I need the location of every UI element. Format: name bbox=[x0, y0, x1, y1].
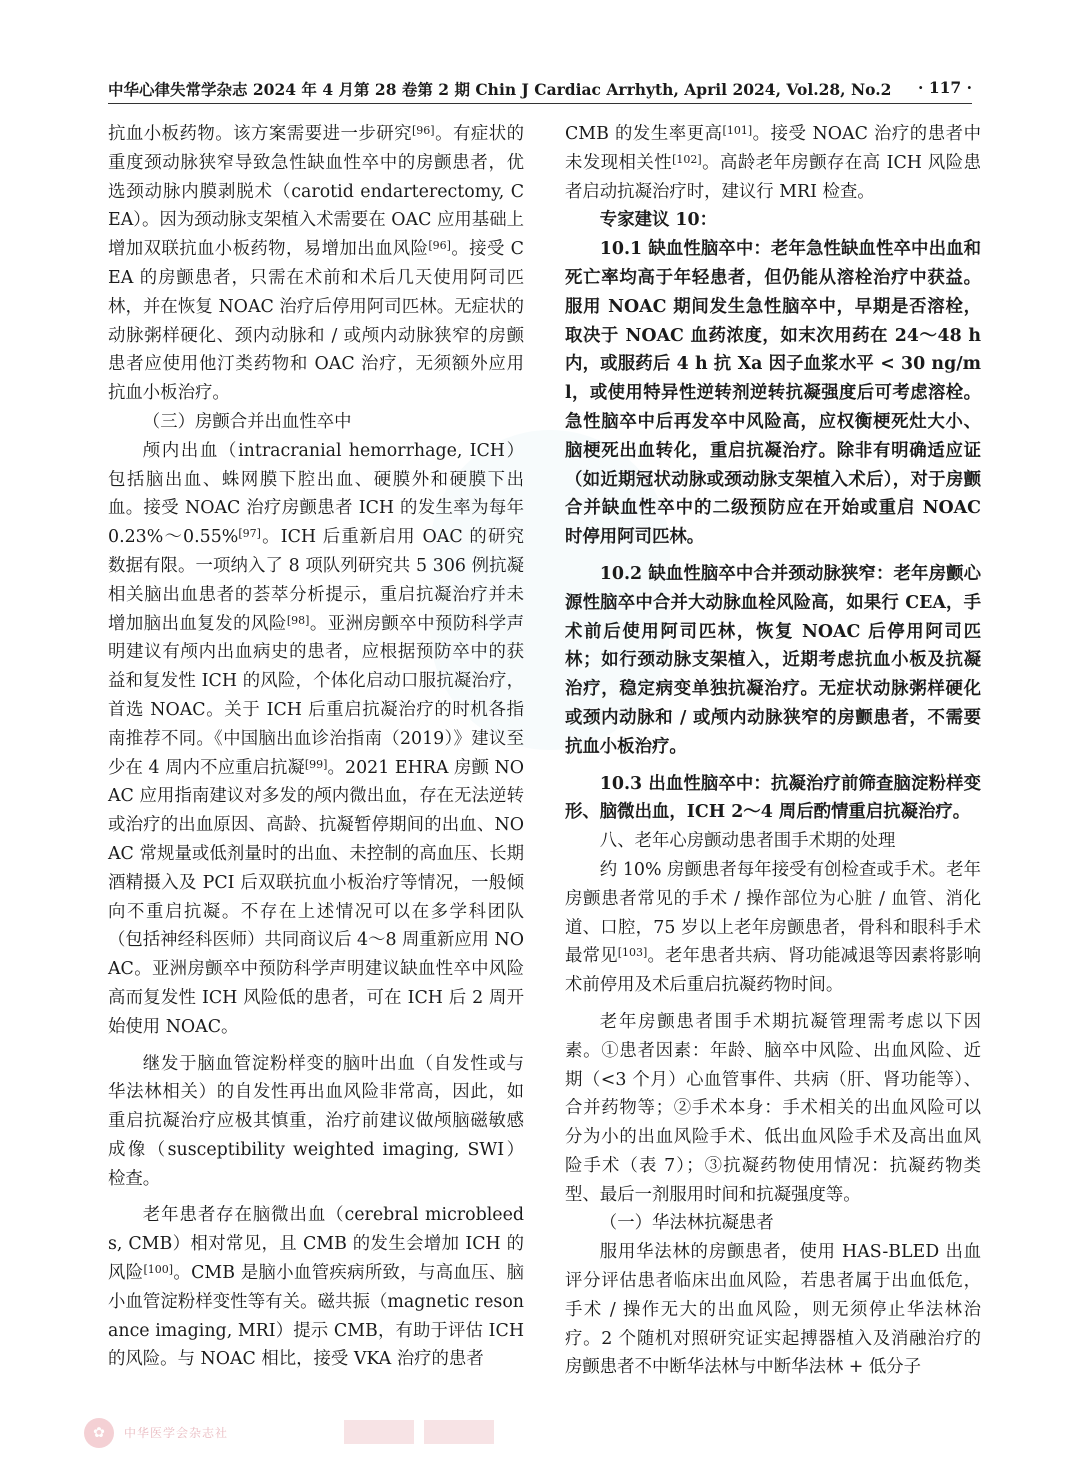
publisher-logo-block bbox=[424, 1420, 494, 1444]
paragraph: 约 10% 房颤患者每年接受有创检查或手术。老年房颤患者常见的手术 / 操作部位为心脏 / 血管、消化道、口腔，75 岁以上老年房颤患者，骨科和眼科手术最常见[103]。老年患者共病、肾功能减退等因素将影响术前停用及术后重启抗凝药物时间。 bbox=[565, 859, 981, 996]
section-heading: （一）华法林抗凝患者 bbox=[599, 1213, 774, 1234]
paragraph: 继发于脑血管淀粉样变的脑叶出血（自发性或与华法林相关）的自发性再出血风险非常高，因此，如重启抗凝治疗应极其慎重，治疗前建议做颅脑磁敏感成像（susceptibility weighted imaging, SWI）检查。 bbox=[108, 1053, 524, 1189]
citation: [97] bbox=[238, 527, 261, 541]
section-heading: （三）房颤合并出血性卒中 bbox=[142, 411, 352, 432]
paragraph: 抗血小板药物。该方案需要进一步研究[96]。有症状的重度颈动脉狭窄导致急性缺血性卒中的房颤患者，优选颈动脉内膜剥脱术（carotid endarterectomy, CEA）。因为颈动脉支架植入术需要在 OAC 应用基础上增加双联抗血小板药物，易增加出血风险[96]。接受 CEA 的房颤患者，只需在术前和术后几天使用阿司匹林，并在恢复 NOAC 治疗后停用阿司匹林。无症状的动脉粥样硬化、颈内动脉和 / 或颅内动脉狭窄的房颤患者应使用他汀类药物和 OAC 治疗，无须额外应用抗血小板治疗。 bbox=[108, 124, 524, 404]
citation: [98] bbox=[286, 613, 310, 627]
citation: [101] bbox=[722, 124, 753, 137]
header-rule bbox=[108, 103, 972, 104]
publisher-seal-icon: ✿ bbox=[84, 1418, 114, 1448]
page-number: · 117 · bbox=[918, 78, 972, 97]
publisher-name: 中华医学会杂志社 bbox=[124, 1426, 229, 1440]
citation: [96] bbox=[428, 239, 451, 253]
citation: [102] bbox=[672, 152, 702, 166]
citation: [99] bbox=[304, 757, 328, 771]
publisher-footer bbox=[84, 1418, 504, 1448]
expert-recommendation-title: 专家建议 10： bbox=[599, 210, 718, 231]
publisher-logo-block bbox=[344, 1420, 414, 1444]
citation: [103] bbox=[617, 946, 648, 960]
citation: [96] bbox=[411, 124, 435, 137]
paragraph: CMB 的发生率更高[101]。接受 NOAC 治疗的患者中未发现相关性[102]。高龄老年房颤存在高 ICH 风险患者启动抗凝治疗时，建议行 MRI 检查。 bbox=[565, 124, 981, 202]
recommendation-10-3: 10.3 出血性脑卒中：抗凝治疗前筛查脑淀粉样变形、脑微出血，ICH 2～4 周后酌情重启抗凝治疗。 bbox=[565, 773, 981, 823]
paragraph: 老年患者存在脑微出血（cerebral microbleeds, CMB）相对常见，且 CMB 的发生会增加 ICH 的风险[100]。CMB 是脑小血管疾病所致，与高血压、脑小血管淀粉样变性等有关。磁共振（magnetic resonance imaging, MRI）提示 CMB，有助于评估 ICH 的风险。与 NOAC 相比，接受 VKA 治疗的患者 bbox=[108, 1205, 524, 1370]
left-column bbox=[108, 120, 524, 1374]
recommendation-10-1: 10.1 缺血性脑卒中：老年急性缺血性卒中出血和死亡率均高于年轻患者，但仍能从溶栓治疗中获益。服用 NOAC 期间发生急性脑卒中，早期是否溶栓，取决于 NOAC 血药浓度，如末次用药在 24～48 h 内，或服药后 4 h 抗 Xa 因子血浆水平 < 30 ng/ml，或使用特异性逆转剂逆转抗凝强度后可考虑溶栓。急性脑卒中后再发卒中风险高，应权衡梗死灶大小、脑梗死出血转化，重启抗凝治疗。除非有明确适应证（如近期冠状动脉或颈动脉支架植入术后），对于房颤合并缺血性卒中的二级预防应在开始或重启 NOAC 时停用阿司匹林。 bbox=[565, 239, 981, 548]
paragraph: 颅内出血（intracranial hemorrhage, ICH）包括脑出血、蛛网膜下腔出血、硬膜外和硬膜下出血。接受 NOAC 治疗房颤患者 ICH 的发生率为每年 0.23%～0.55%[97]。ICH 后重新启用 OAC 的研究数据有限。一项纳入了 8 项队列研究共 5 306 例抗凝相关脑出血患者的荟萃分析提示，重启抗凝治疗并未增加脑出血复发的风险[98]。亚洲房颤卒中预防科学声明建议有颅内出血病史的患者，应根据预防卒中的获益和复发性 ICH 的风险，个体化启动口服抗凝治疗，首选 NOAC。关于 ICH 后重启抗凝治疗的时机各指南推荐不同。《中国脑出血诊治指南（2019）》建议至少在 4 周内不应重启抗凝[99]。2021 EHRA 房颤 NOAC 应用指南建议对多发的颅内微出血，存在无法逆转或治疗的出血原因、高龄、抗凝暂停期间的出血、NOAC 常规量或低剂量时的出血、未控制的高血压、长期酒精摄入及 PCI 后双联抗血小板治疗等情况，一般倾向不重启抗凝。不存在上述情况可以在多学科团队（包括神经科医师）共同商议后 4～8 周重新应用 NOAC。亚洲房颤卒中预防科学声明建议缺血性卒中风险高而复发性 ICH 风险低的患者，可在 ICH 后 2 周开始使用 NOAC。 bbox=[108, 440, 525, 1037]
running-header bbox=[108, 78, 972, 100]
section-heading: 八、老年心房颤动患者围手术期的处理 bbox=[599, 831, 896, 852]
recommendation-10-2: 10.2 缺血性脑卒中合并颈动脉狭窄：老年房颤心源性脑卒中合并大动脉血栓风险高，如果行 CEA，手术前后使用阿司匹林，恢复 NOAC 后停用阿司匹林；如行颈动脉支架植入，近期考虑抗血小板及抗凝治疗，稳定病变单独抗凝治疗。无症状动脉粥样硬化或颈内动脉和 / 或颅内动脉狭窄的房颤患者，不需要抗血小板治疗。 bbox=[565, 563, 981, 757]
journal-line: 中华心律失常学杂志 2024 年 4 月第 28 卷第 2 期 Chin J Cardiac Arrhyth, April 2024, Vol.28, No.2 bbox=[108, 80, 892, 99]
citation: [100] bbox=[143, 1263, 174, 1277]
right-column bbox=[565, 120, 981, 1382]
paragraph: 老年房颤患者围手术期抗凝管理需考虑以下因素。①患者因素：年龄、脑卒中风险、出血风险、近期（<3 个月）心血管事件、共病（肝、肾功能等）、合并药物等；②手术本身：手术相关的出血风险可以分为小的出血风险手术、低出血风险手术及高出血风险手术（表 7）；③抗凝药物使用情况：抗凝药物类型、最后一剂服用时间和抗凝强度等。 bbox=[565, 1011, 981, 1205]
paragraph: 服用华法林的房颤患者，使用 HAS-BLED 出血评分评估患者临床出血风险，若患者属于出血低危，手术 / 操作无大的出血风险，则无须停止华法林治疗。2 个随机对照研究证实起搏器植入及消融治疗的房颤患者不中断华法林与中断华法林 + 低分子 bbox=[565, 1242, 981, 1378]
